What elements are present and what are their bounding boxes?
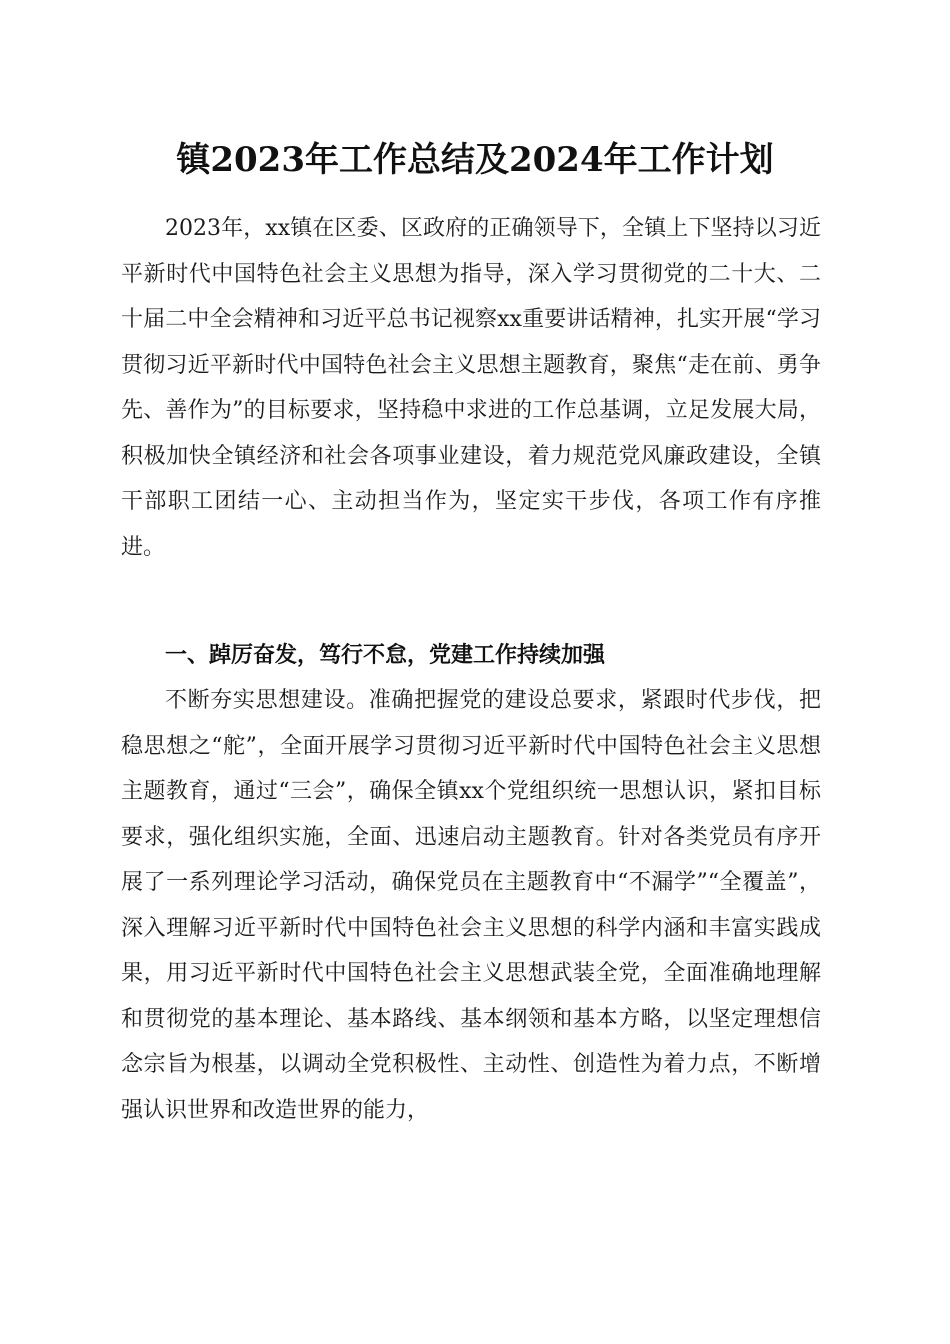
section-1-paragraph: 不断夯实思想建设。准确把握党的建设总要求，紧跟时代步伐，把稳思想之“舵”，全面开展学习贯彻习近平新时代中国特色社会主义思想主题教育，通过“三会”，确保全镇xx个党组织统一思想认识，紧扣目标要求，强化组织实施，全面、迅速启动主题教育。针对各类党员有序开展了一系列理论学习活动，确保党员在主题教育中“不漏学”“全覆盖”，深入理解习近平新时代中国特色社会主义思想的科学内涵和丰富实践成果，用习近平新时代中国特色社会主义思想武装全党，全面准确地理解和贯彻党的基本理论、基本路线、基本纲领和基本方略，以坚定理想信念宗旨为根基，以调动全党积极性、主动性、创造性为着力点，不断增强认识世界和改造世界的能力， xyxy=(121,688,821,1123)
document-title: 镇2023年工作总结及2024年工作计划 xyxy=(176,140,774,180)
intro-paragraph: 2023年，xx镇在区委、区政府的正确领导下，全镇上下坚持以习近平新时代中国特色社会主义思想为指导，深入学习贯彻党的二十大、二十届二中全会精神和习近平总书记视察xx重要讲话精神，扎实开展“学习贯彻习近平新时代中国特色社会主义思想主题教育，聚焦“走在前、勇争先、善作为”的目标要求，坚持稳中求进的工作总基调，立足发展大局，积极加快全镇经济和社会各项事业建设，着力规范党风廉政建设，全镇干部职工团结一心、主动担当作为，坚定实干步伐，各项工作有序推进。 xyxy=(121,216,821,560)
section-heading-1: 一、踔厉奋发，笃行不怠，党建工作持续加强 xyxy=(165,643,606,668)
